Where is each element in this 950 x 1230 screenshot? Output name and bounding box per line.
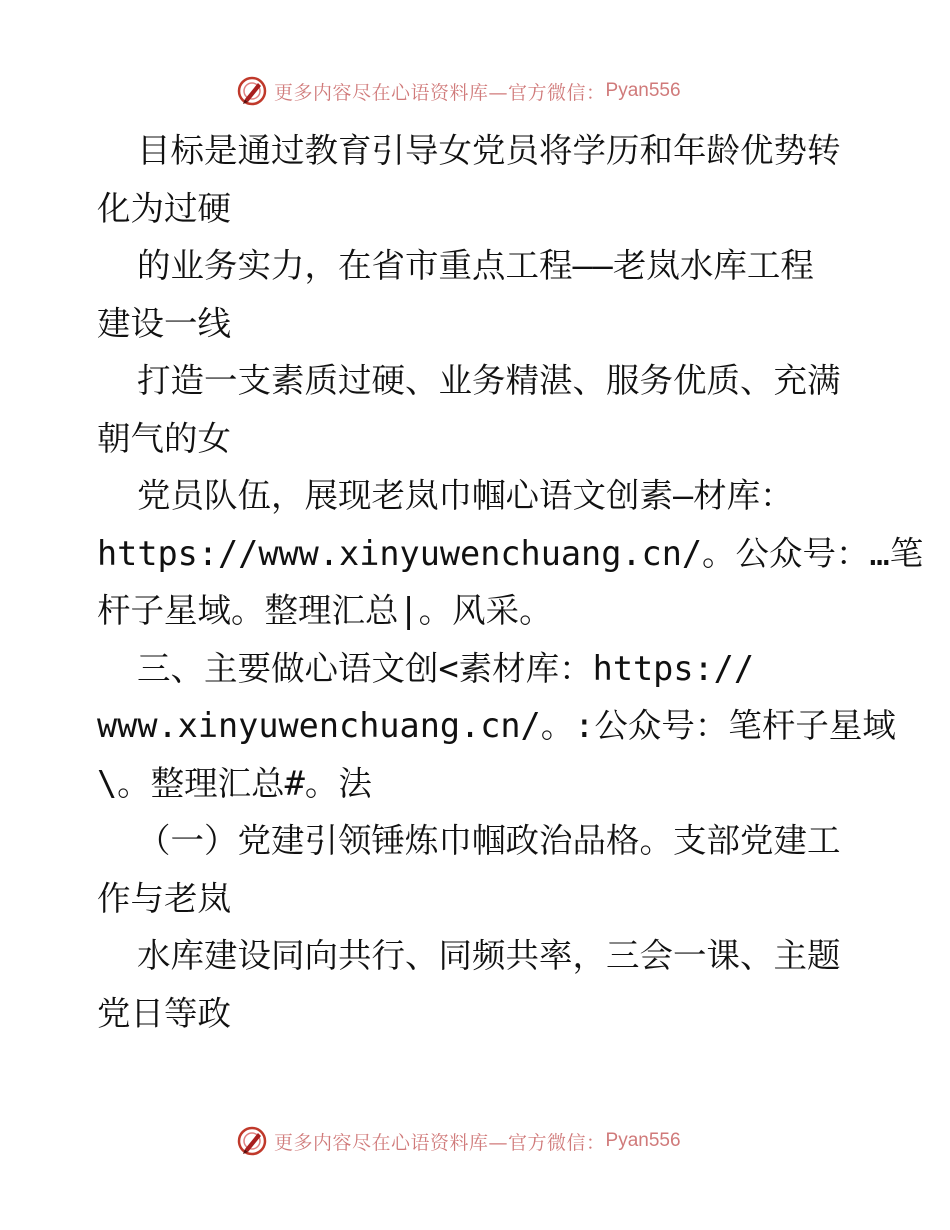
watermark-text: 更多内容尽在心语资料库—官方微信： bbox=[274, 1131, 606, 1154]
pen-nib-logo-icon bbox=[236, 1125, 268, 1157]
text-line: 建设一线 bbox=[97, 303, 231, 343]
watermark-wechat-id: Pyan556 bbox=[605, 80, 681, 101]
watermark-text: 更多内容尽在心语资料库—官方微信： bbox=[274, 81, 606, 104]
document-body bbox=[97, 122, 924, 1042]
text-line: www.xinyuwenchuang.cn/。:公众号：笔杆子星域 bbox=[97, 706, 896, 745]
text-line: 目标是通过教育引导女党员将学历和年龄优势转 bbox=[137, 131, 841, 170]
text-line: 杆子星域。整理汇总|。风采。 bbox=[97, 591, 553, 630]
text-line: https://www.xinyuwenchuang.cn/。公众号：…笔 bbox=[97, 533, 924, 573]
watermark-wechat-id: Pyan556 bbox=[605, 1130, 681, 1151]
text-line: 三、主要做心语文创<素材库：https:// bbox=[137, 648, 755, 688]
text-line: 朝气的女 bbox=[97, 418, 231, 458]
text-line: 党员队伍，展现老岚巾帼心语文创素—材库： bbox=[137, 476, 794, 515]
pen-nib-logo-icon bbox=[236, 75, 268, 107]
header-watermark bbox=[236, 74, 681, 108]
text-line: 党日等政 bbox=[97, 993, 231, 1033]
text-line: 化为过硬 bbox=[97, 188, 231, 228]
text-line: 水库建设同向共行、同频共率，三会一课、主题 bbox=[137, 936, 841, 975]
text-line: 作与老岚 bbox=[97, 878, 231, 918]
text-line: \。整理汇总#。法 bbox=[97, 763, 372, 803]
text-line: 打造一支素质过硬、业务精湛、服务优质、充满 bbox=[137, 361, 841, 400]
footer-watermark bbox=[236, 1124, 681, 1158]
text-line: 的业务实力，在省市重点工程——老岚水库工程 bbox=[137, 246, 814, 285]
text-line: （一）党建引领锤炼巾帼政治品格。支部党建工 bbox=[137, 821, 841, 860]
